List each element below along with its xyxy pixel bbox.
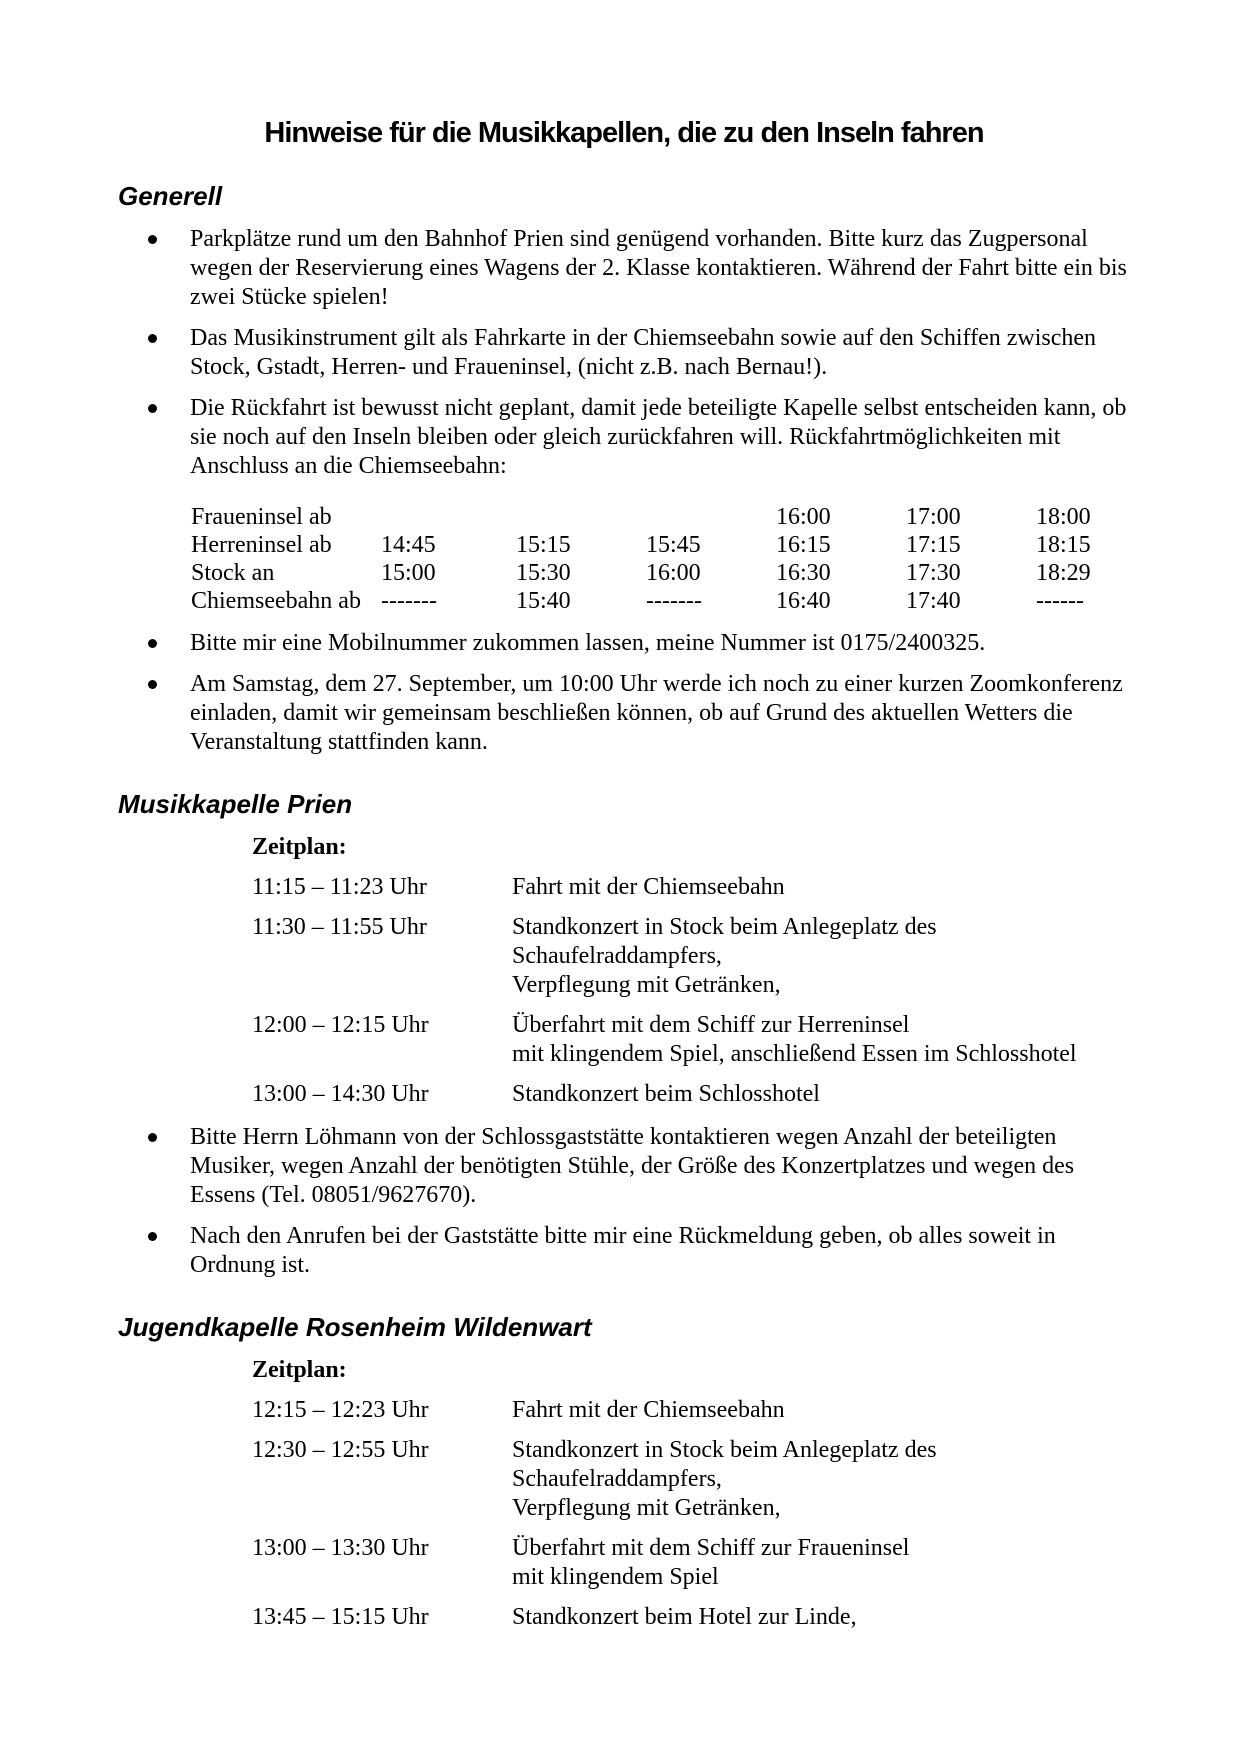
timetable-cell: 18:00: [1036, 504, 1091, 530]
schedule-description-line: Überfahrt mit dem Schiff zur Fraueninsel: [512, 1535, 910, 1561]
schedule-description-line: Fahrt mit der Chiemseebahn: [512, 1397, 785, 1423]
timetable-cell: 15:00: [381, 560, 436, 586]
timetable-cell: -------: [646, 588, 702, 614]
bullet-icon: [148, 334, 157, 343]
section-heading-jugendkapelle: Jugendkapelle Rosenheim Wildenwart: [118, 1312, 592, 1342]
schedule-time: 12:00 – 12:15 Uhr: [252, 1012, 429, 1038]
schedule-label: Zeitplan:: [252, 834, 347, 860]
timetable-cell: 16:40: [776, 588, 831, 614]
schedule-description: [512, 1011, 1077, 1069]
bullet-icon: [148, 680, 157, 689]
bullet-item-parkplaetze: [148, 225, 1130, 312]
schedule-description: [512, 873, 785, 902]
bullet-item-mobilnummer: [148, 629, 1130, 658]
schedule-entry: [252, 1603, 1130, 1632]
schedule-description: [512, 913, 937, 1000]
schedule-description-line: Standkonzert in Stock beim Anlegeplatz des: [512, 1437, 937, 1463]
timetable-cell: 16:00: [776, 504, 831, 530]
schedule-time: 13:00 – 13:30 Uhr: [252, 1535, 429, 1561]
timetable-cell: -------: [381, 588, 437, 614]
schedule-time: 13:00 – 14:30 Uhr: [252, 1081, 429, 1107]
schedule-description-line: Fahrt mit der Chiemseebahn: [512, 874, 785, 900]
schedule-description-line: mit klingendem Spiel: [512, 1564, 719, 1590]
section-heading-musikkapelle-prien: Musikkapelle Prien: [118, 789, 353, 819]
schedule-description-line: mit klingendem Spiel, anschließend Essen im Schlosshotel: [512, 1041, 1077, 1067]
schedule-label: Zeitplan:: [252, 1357, 347, 1383]
schedule-description: [512, 1603, 857, 1632]
schedule-entry: [252, 873, 1130, 902]
bullet-text: Die Rückfahrt ist bewusst nicht geplant, damit jede beteiligte Kapelle selbst entscheiden kann, ob sie noch auf den Inseln bleiben oder gleich zurückfahren will. Rückfahrtmöglichkeiten mit Anschluss an die Chiemseebahn:: [190, 395, 1127, 479]
bullet-item-loehmann: [148, 1123, 1130, 1210]
schedule-description-line: Verpflegung mit Getränken,: [512, 1495, 781, 1521]
schedule-time: 11:15 – 11:23 Uhr: [252, 874, 427, 900]
bullet-text: Das Musikinstrument gilt als Fahrkarte in der Chiemseebahn sowie auf den Schiffen zwischen Stock, Gstadt, Herren- und Fraueninsel, (nicht z.B. nach Bernau!).: [190, 325, 1097, 380]
bullet-icon: [148, 1232, 157, 1241]
schedule-entry: [252, 1396, 1130, 1425]
timetable-row-label: Stock an: [191, 560, 275, 586]
timetable-cell: [646, 503, 776, 531]
timetable-cell: [516, 503, 646, 531]
schedule-description: [512, 1534, 909, 1592]
schedule-description-line: Überfahrt mit dem Schiff zur Herreninsel: [512, 1012, 910, 1038]
schedule-description-line: Verpflegung mit Getränken,: [512, 972, 781, 998]
schedule-description: [512, 1080, 820, 1109]
schedule-description-line: Standkonzert beim Hotel zur Linde,: [512, 1604, 857, 1630]
timetable-cell: [381, 503, 516, 531]
schedule-description-line: Schaufelraddampfers,: [512, 1466, 722, 1492]
schedule-description: [512, 1396, 785, 1425]
timetable-cell: 15:30: [516, 560, 571, 586]
timetable-row-label: Chiemseebahn ab: [191, 588, 361, 614]
bullet-item-rueckmeldung: [148, 1222, 1130, 1280]
bullet-item-rueckfahrt: [148, 394, 1130, 481]
schedule-description-line: Schaufelraddampfers,: [512, 943, 722, 969]
timetable-cell: 17:30: [906, 560, 961, 586]
timetable-cell: 17:00: [906, 504, 961, 530]
schedule-entry: [252, 1011, 1130, 1069]
timetable-cell: 15:15: [516, 532, 571, 558]
bullet-item-musikinstrument: [148, 324, 1130, 382]
schedule-description-line: Standkonzert beim Schlosshotel: [512, 1081, 820, 1107]
schedule-description-line: Standkonzert in Stock beim Anlegeplatz des: [512, 914, 937, 940]
bullet-text: Parkplätze rund um den Bahnhof Prien sind genügend vorhanden. Bitte kurz das Zugpersonal wegen der Reservierung eines Wagens der 2. Klasse kontaktieren. Während der Fahrt bitte ein bis zwei Stücke spielen!: [190, 226, 1127, 310]
bullet-text: Bitte Herrn Löhmann von der Schlossgaststätte kontaktieren wegen Anzahl der beteiligten Musiker, wegen Anzahl der benötigten Stühle, der Größe des Konzertplatzes und wegen des Essens (Tel. 08051/9627670).: [190, 1124, 1075, 1208]
timetable-cell: 17:15: [906, 532, 961, 558]
bullet-text: Am Samstag, dem 27. September, um 10:00 Uhr werde ich noch zu einer kurzen Zoomkonferenz einladen, damit wir gemeinsam beschließen können, ob auf Grund des aktuellen Wetters die Veranstaltung stattfinden kann.: [190, 671, 1123, 755]
timetable-cell: ------: [1036, 588, 1084, 614]
timetable-row-label: Fraueninsel ab: [191, 504, 332, 530]
bullet-text: Nach den Anrufen bei der Gaststätte bitte mir eine Rückmeldung geben, ob alles soweit in Ordnung ist.: [190, 1223, 1056, 1278]
bullet-text: Bitte mir eine Mobilnummer zukommen lassen, meine Nummer ist 0175/2400325.: [190, 630, 986, 656]
timetable-cell: 18:29: [1036, 560, 1091, 586]
timetable-cell: 16:15: [776, 532, 831, 558]
document-title: Hinweise für die Musikkapellen, die zu den Inseln fahren: [264, 117, 984, 149]
schedule-entry: [252, 913, 1130, 1000]
schedule-entry: [252, 1534, 1130, 1592]
schedule-time: 12:30 – 12:55 Uhr: [252, 1437, 429, 1463]
schedule-entry: [252, 1080, 1130, 1109]
timetable-cell: 16:00: [646, 560, 701, 586]
bullet-icon: [148, 404, 157, 413]
schedule-time: 11:30 – 11:55 Uhr: [252, 914, 427, 940]
timetable-cell: 15:40: [516, 588, 571, 614]
timetable-cell: 14:45: [381, 532, 436, 558]
bullet-icon: [148, 235, 157, 244]
bullet-icon: [148, 1133, 157, 1142]
section-heading-generell: Generell: [118, 181, 223, 211]
bullet-item-zoomkonferenz: [148, 670, 1130, 757]
timetable-cell: 17:40: [906, 588, 961, 614]
schedule-description: [512, 1436, 937, 1523]
timetable-cell: 15:45: [646, 532, 701, 558]
schedule-entry: [252, 1436, 1130, 1523]
bullet-icon: [148, 639, 157, 648]
schedule-time: 13:45 – 15:15 Uhr: [252, 1604, 429, 1630]
schedule-time: 12:15 – 12:23 Uhr: [252, 1397, 429, 1423]
timetable-cell: 16:30: [776, 560, 831, 586]
return-timetable: [191, 503, 1130, 615]
timetable-row-label: Herreninsel ab: [191, 532, 332, 558]
timetable-cell: 18:15: [1036, 532, 1091, 558]
